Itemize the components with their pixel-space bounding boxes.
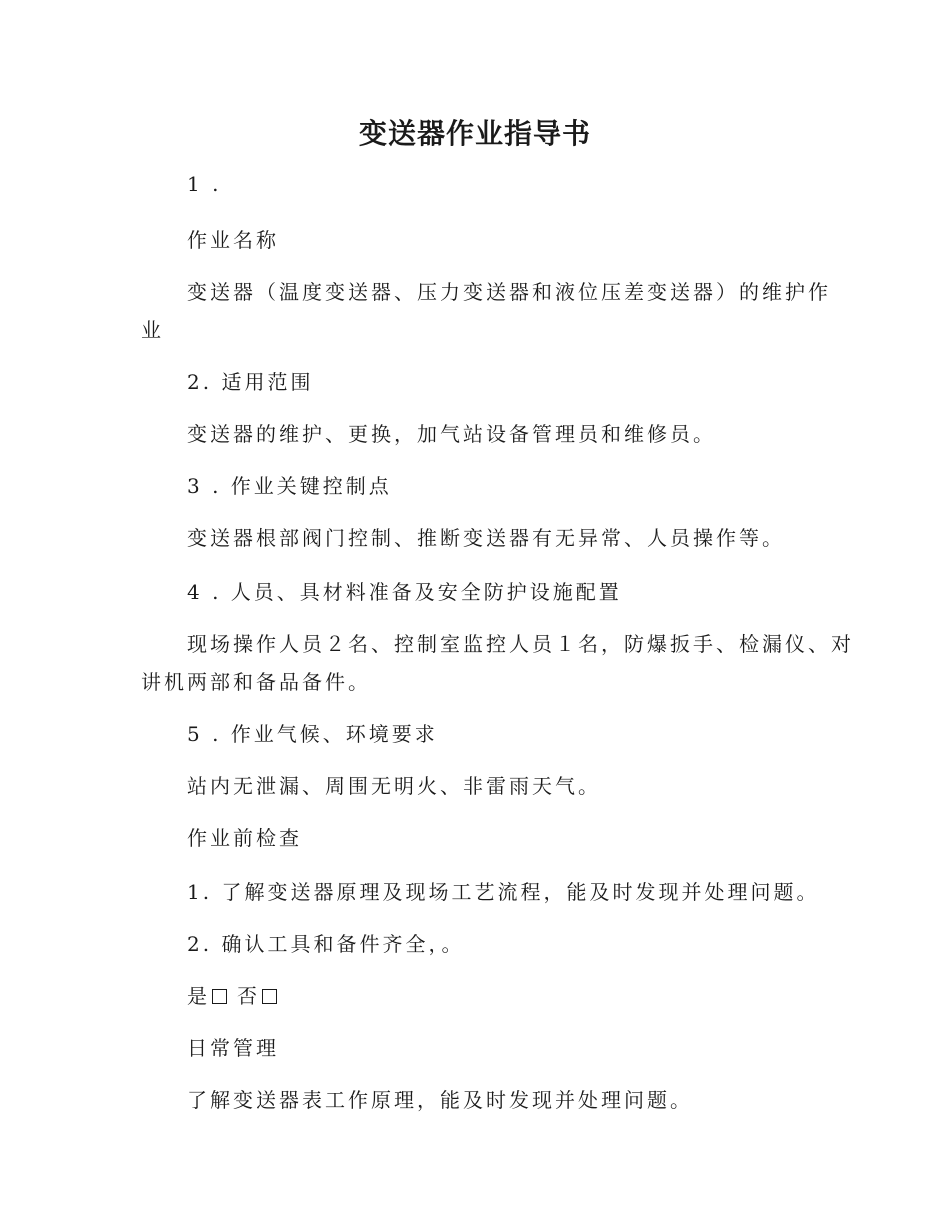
- yes-checkbox[interactable]: [212, 989, 227, 1004]
- precheck-item-1: 1. 了解变送器原理及现场工艺流程，能及时发现并处理问题。: [187, 880, 820, 904]
- section-1-text-line-2: 业: [141, 318, 164, 342]
- document-title: 变送器作业指导书: [358, 117, 591, 150]
- daily-management-text: 了解变送器表工作原理，能及时发现并处理问题。: [187, 1088, 693, 1112]
- section-5-text: 站内无泄漏、周围无明火、非雷雨天气。: [187, 774, 601, 798]
- section-4-text-line-2: 讲机两部和备品备件。: [141, 670, 371, 694]
- section-5-heading: 5 . 作业气候、环境要求: [187, 722, 438, 746]
- no-label: 否: [237, 984, 260, 1008]
- section-3-heading: 3 . 作业关键控制点: [187, 474, 392, 498]
- section-3-text: 变送器根部阀门控制、推断变送器有无异常、人员操作等。: [187, 526, 785, 550]
- precheck-item-2: 2. 确认工具和备件齐全，。: [187, 932, 465, 956]
- section-1-number: 1 .: [187, 172, 222, 196]
- precheck-heading: 作业前检查: [187, 826, 302, 850]
- yes-no-checkbox-row: [187, 980, 287, 1009]
- daily-management-heading: 日常管理: [187, 1036, 279, 1060]
- section-4-text-line-1: 现场操作人员２名、控制室监控人员１名，防爆扳手、检漏仪、对: [187, 632, 854, 656]
- section-1-text-line-1: 变送器（温度变送器、压力变送器和液位压差变送器）的维护作: [187, 280, 831, 304]
- yes-label: 是: [187, 984, 210, 1008]
- section-4-heading: 4 . 人员、具材料准备及安全防护设施配置: [187, 580, 622, 604]
- section-2-text: 变送器的维护、更换，加气站设备管理员和维修员。: [187, 422, 716, 446]
- section-2-heading: 2. 适用范围: [187, 370, 314, 394]
- section-1-heading: 作业名称: [187, 228, 279, 252]
- no-checkbox[interactable]: [262, 989, 277, 1004]
